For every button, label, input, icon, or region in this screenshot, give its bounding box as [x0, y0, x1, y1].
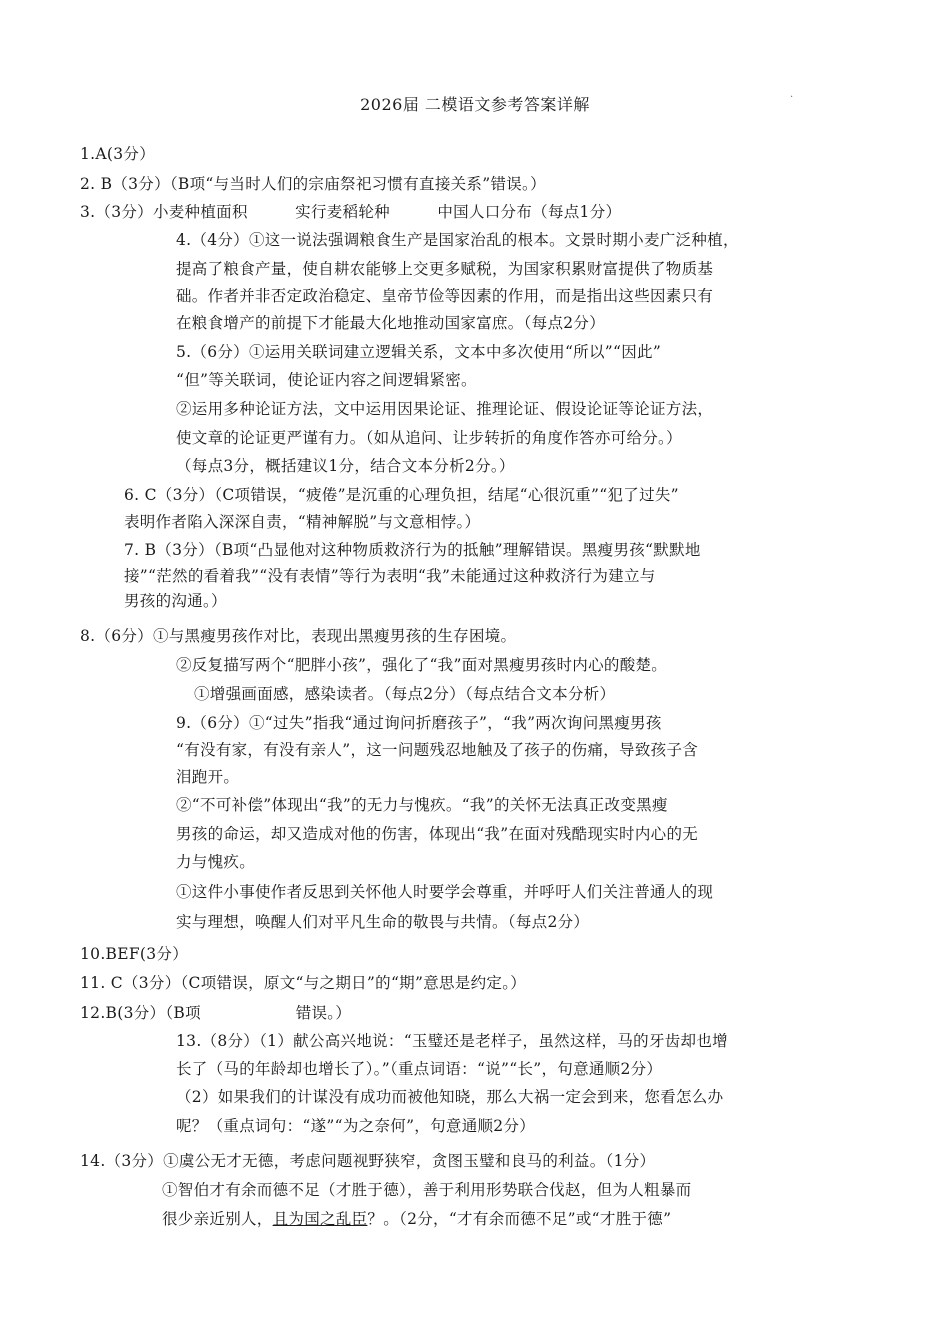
answer-line: 础。作者并非否定政治稳定、皇帝节俭等因素的作用，而是指出这些因素只有: [176, 287, 714, 305]
answer-line: 力与愧疚。: [176, 853, 256, 871]
answer-line: 10.BEF(3分）: [80, 945, 189, 963]
answer-line: （2）如果我们的计谋没有成功而被他知晓，那么大祸一定会到来，您看怎么办: [176, 1088, 724, 1106]
answer-line: 8.（6分）①与黑瘦男孩作对比，表现出黑瘦男孩的生存困境。: [80, 627, 517, 645]
answer-line: 11. C（3分）（C项错误，原文“与之期日”的“期”意思是约定。）: [80, 974, 527, 992]
answer-line: 泪跑开。: [176, 768, 240, 786]
answer-line: 5.（6分）①运用关联词建立逻辑关系，文本中多次使用“所以”“因此”: [176, 343, 662, 361]
answer-line: 提高了粮食产量，使自耕农能够上交更多赋税，为国家积累财富提供了物质基: [176, 260, 714, 278]
answer-line: 长了（马的年龄却也增长了）。”（重点词语：“说”“长”，句意通顺2分）: [176, 1060, 663, 1078]
answer-line: “但”等关联词，使论证内容之间逻辑紧密。: [176, 371, 477, 389]
answer-line: ②反复描写两个“肥胖小孩”，强化了“我”面对黑瘦男孩时内心的酸楚。: [176, 656, 668, 674]
answer-line: 12.B(3分）（B项 错误。）: [80, 1004, 352, 1022]
answer-line: 2. B（3分）（B项“与当时人们的宗庙祭祀习惯有直接关系”错误。）: [80, 175, 546, 193]
answer-line: ②“不可补偿”体现出“我”的无力与愧疚。“我”的关怀无法真正改变黑瘦: [176, 796, 668, 814]
answer-line: 14.（3分）①虞公无才无德，考虑问题视野狭窄，贪图玉璧和良马的利益。（1分）: [80, 1152, 656, 1170]
answer-line: 使文章的论证更严谨有力。（如从追问、让步转折的角度作答亦可给分。）: [176, 429, 682, 447]
answer-line: 接”“茫然的看着我”“没有表情”等行为表明“我”未能通过这种救济行为建立与: [124, 567, 656, 585]
answer-line: 9.（6分）①“过失”指我“通过询问折磨孩子”，“我”两次询问黑瘦男孩: [176, 714, 662, 732]
answer-line-part: ？。（2分，“才有余而德不足”或“才胜于德”: [367, 1210, 672, 1228]
answer-line: 呢？（重点词句：“遂”“为之奈何”，句意通顺2分）: [176, 1117, 536, 1135]
underlined-phrase: 且为国之乱臣: [272, 1210, 368, 1228]
answer-line: “有没有家，有没有亲人”，这一问题残忍地触及了孩子的伤痛，导致孩子含: [176, 741, 699, 759]
answer-line: 表明作者陷入深深自责，“精神解脱”与文意相悖。）: [124, 513, 481, 531]
answer-line: ①这件小事使作者反思到关怀他人时要学会尊重，并呼吁人们关注普通人的现: [176, 883, 714, 901]
corner-dot: ·: [790, 92, 794, 103]
page-title: 2026届 二模语文参考答案详解: [360, 95, 590, 114]
answer-line: （每点3分，概括建议1分，结合文本分析2分。）: [176, 457, 515, 475]
answer-line: 男孩的沟通。）: [124, 592, 227, 610]
answer-line: 1.A(3分）: [80, 145, 155, 163]
answer-line: 7. B（3分）（B项“凸显他对这种物质救济行为的抵触”理解错误。黑瘦男孩“默默地: [124, 541, 701, 559]
answer-line: ①智伯才有余而德不足（才胜于德），善于利用形势联合伐赵，但为人粗暴而: [162, 1181, 692, 1199]
answer-line-part: 很少亲近别人，: [162, 1210, 273, 1228]
answer-line: 在粮食增产的前提下才能最大化地推动国家富庶。（每点2分）: [176, 314, 606, 332]
answer-line-last: [162, 1209, 671, 1229]
answer-line: 13.（8分）（1）献公高兴地说：“玉璧还是老样子，虽然这样，马的牙齿却也增: [176, 1032, 728, 1050]
answer-line: ②运用多种论证方法，文中运用因果论证、推理论证、假设论证等论证方法，: [176, 400, 714, 418]
answer-line: 6. C（3分）（C项错误，“疲倦”是沉重的心理负担，结尾“心很沉重”“犯了过失”: [124, 486, 679, 504]
answer-line: 4.（4分）①这一说法强调粮食生产是国家治乱的根本。文景时期小麦广泛种植，: [176, 231, 739, 249]
answer-line: ①增强画面感，感染读者。（每点2分）（每点结合文本分析）: [194, 685, 616, 703]
answer-line: 3.（3分）小麦种植面积 实行麦稻轮种 中国人口分布（每点1分）: [80, 203, 622, 221]
answer-line: 男孩的命运，却又造成对他的伤害，体现出“我”在面对残酷现实时内心的无: [176, 825, 699, 843]
answer-line: 实与理想，唤醒人们对平凡生命的敬畏与共情。（每点2分）: [176, 913, 590, 931]
